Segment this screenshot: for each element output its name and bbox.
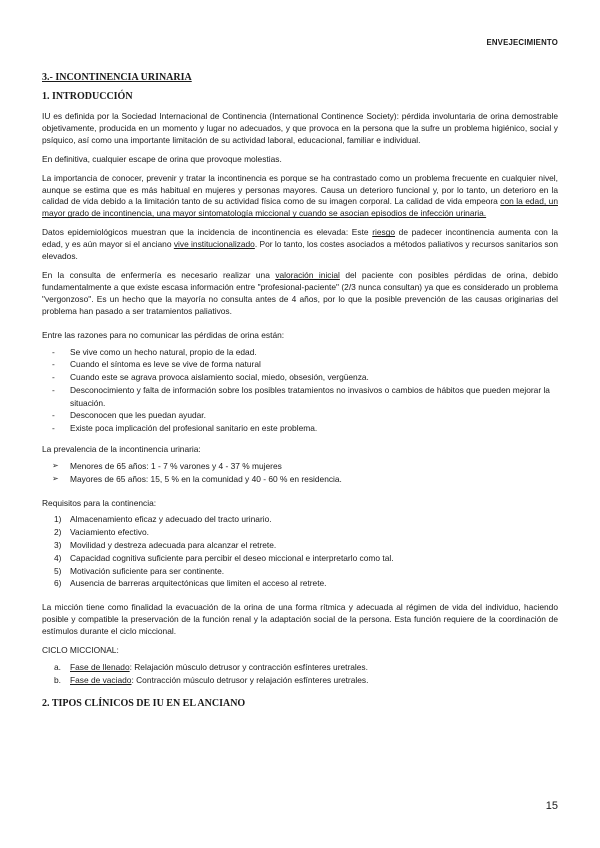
arrow-bullet-icon: ➢: [52, 460, 59, 470]
list-item: [42, 371, 558, 384]
list-marker: -: [52, 359, 55, 370]
list-marker: -: [52, 423, 55, 434]
underlined-text: con la edad, un mayor grado de incontinencia, una mayor sintomatología miccional y cuando se asocian episodios de infección urinaria.: [42, 196, 558, 219]
list-marker: -: [52, 384, 55, 395]
list-item: [42, 674, 558, 687]
prevalence-list: [42, 460, 558, 486]
list-item: [42, 460, 558, 473]
phase-term: Fase de vaciado: [70, 674, 132, 685]
list-item-text: Desconocimiento y falta de información sobre los posibles tratamientos no invasivos o cambios de hábitos que pueden mejorar la situación.: [70, 384, 550, 408]
list-item: [42, 513, 558, 526]
list-item: [42, 661, 558, 674]
list-item: [42, 577, 558, 590]
list-item-text: Movilidad y destreza adecuada para alcanzar el retrete.: [70, 540, 277, 551]
list-item-text: Cuando este se agrava provoca aislamiento social, miedo, obsesión, vergüenza.: [70, 372, 369, 383]
list-marker: -: [52, 410, 55, 421]
text-run: . Por lo tanto, los costes asociados a métodos paliativos y recursos sanitarios son elevados.: [42, 239, 558, 262]
reasons-list: [42, 346, 558, 436]
list-number: 4): [54, 552, 62, 563]
text-run: de padecer incontinencia aumenta con la edad, y es aún mayor si el anciano: [42, 227, 558, 250]
list-item: [42, 409, 558, 422]
importance-paragraph: [42, 173, 558, 221]
list-item-text: Vaciamiento efectivo.: [70, 527, 149, 538]
list-item: [42, 473, 558, 486]
text-run: La importancia de conocer, prevenir y tratar la incontinencia es porque se ha contrastado como un problema frecuente en cualquier nivel, aunque se estima que es más habitual en mujeres y personas mayores. Causa un deterioro funcional y, por lo tanto, un deterioro en la calidad de vida debido a la limitación tanto de su actividad física como de su imagen corporal. La calidad de vida empeora: [42, 172, 558, 207]
arrow-bullet-icon: ➢: [52, 473, 59, 483]
consultation-paragraph: [42, 270, 558, 318]
micturition-paragraph: La micción tiene como finalidad la evacuación de la orina de una forma rítmica y adecuada al régimen de vida del individuo, haciendo posible y compatible la preservación de la función renal y la adaptación social de la persona. Esta función requiere de la coordinación de estímulos durante el ciclo miccional.: [42, 602, 558, 637]
list-number: 3): [54, 540, 62, 551]
list-item-text: : Contracción músculo detrusor y relajación esfínteres uretrales.: [131, 674, 369, 685]
page-content: [42, 72, 558, 718]
list-item-text: Ausencia de barreras arquitectónicas que limiten el acceso al retrete.: [70, 578, 327, 589]
phase-term: Fase de llenado: [70, 661, 130, 672]
requirements-list: [42, 513, 558, 590]
list-item-text: Existe poca implicación del profesional sanitario en este problema.: [70, 423, 318, 434]
list-item: [42, 565, 558, 578]
list-item-text: Almacenamiento eficaz y adecuado del tracto urinario.: [70, 514, 272, 525]
cycle-list: [42, 661, 558, 687]
list-marker: -: [52, 372, 55, 383]
list-letter: a.: [54, 661, 61, 672]
text-run: En la consulta de enfermería es necesario realizar una: [42, 269, 276, 280]
section-title: 3.- INCONTINENCIA URINARIA: [42, 72, 192, 83]
list-marker: -: [52, 346, 55, 357]
underlined-text: riesgo: [372, 227, 396, 238]
definition-paragraph: IU es definida por la Sociedad Internacional de Continencia (International Continence Society): pérdida involuntaria de orina demostrable objetivamente, producida en un momento y lugar no adecuados, y que provoca en la persona que la sufre un problema higiénico, social y psíquico, así como una importante limitación de su actividad laboral, educacional, familiar e individual.: [42, 111, 558, 145]
list-item-text: Menores de 65 años: 1 - 7 % varones y 4 - 37 % mujeres: [70, 460, 282, 471]
list-number: 5): [54, 565, 62, 576]
text-run: Datos epidemiológicos muestran que la incidencia de incontinencia es elevada: Este: [42, 227, 373, 238]
epidemiology-paragraph: [42, 227, 558, 263]
list-item: [42, 526, 558, 539]
list-item-text: Desconocen que les puedan ayudar.: [70, 410, 206, 421]
list-item-text: Se vive como un hecho natural, propio de la edad.: [70, 346, 257, 357]
page-number: 15: [545, 800, 558, 812]
list-item: [42, 358, 558, 371]
underlined-text: valoración inicial: [275, 269, 340, 280]
list-item-text: Motivación suficiente para ser continente.: [70, 565, 225, 576]
list-letter: b.: [54, 674, 61, 685]
list-item-text: Capacidad cognitiva suficiente para percibir el deseo miccional e interpretarlo como tal.: [70, 552, 394, 563]
text-run: del paciente con posibles pérdidas de orina, debido fundamentalmente a que existe escasa información entre "profesional-paciente" (2/3 nunca consultan) ya que es considerado un problema "vergonzoso". Es un hecho que la mayoría no consulta antes de 4 años, por lo que la posible prevención de las causas originarias del problema han pasado a ser tratamientos paliativos.: [42, 269, 558, 316]
next-section-heading: 2. TIPOS CLÍNICOS DE IU EN EL ANCIANO: [42, 698, 246, 710]
intro-heading: 1. INTRODUCCIÓN: [42, 91, 133, 102]
list-item: [42, 384, 558, 410]
list-item: [42, 422, 558, 435]
prevalence-label: La prevalencia de la incontinencia urinaria:: [42, 444, 201, 455]
list-item-text: : Relajación músculo detrusor y contracción esfínteres uretrales.: [129, 661, 368, 672]
requirements-label: Requisitos para la continencia:: [42, 497, 157, 508]
list-number: 6): [54, 578, 62, 589]
list-item: [42, 539, 558, 552]
list-item: [42, 552, 558, 565]
cycle-label: CICLO MICCIONAL:: [42, 644, 119, 655]
list-item-text: Cuando el síntoma es leve se vive de forma natural: [70, 359, 261, 370]
running-header: ENVEJECIMIENTO: [486, 38, 558, 47]
list-number: 2): [54, 527, 62, 538]
list-item-text: Mayores de 65 años: 15, 5 % en la comunidad y 40 - 60 % en residencia.: [70, 473, 342, 484]
list-item: [42, 346, 558, 359]
reasons-label: Entre las razones para no comunicar las pérdidas de orina están:: [42, 329, 285, 340]
list-number: 1): [54, 514, 62, 525]
summary-paragraph: En definitiva, cualquier escape de orina que provoque molestias.: [42, 153, 282, 164]
underlined-text: vive institucionalizado: [173, 239, 255, 250]
